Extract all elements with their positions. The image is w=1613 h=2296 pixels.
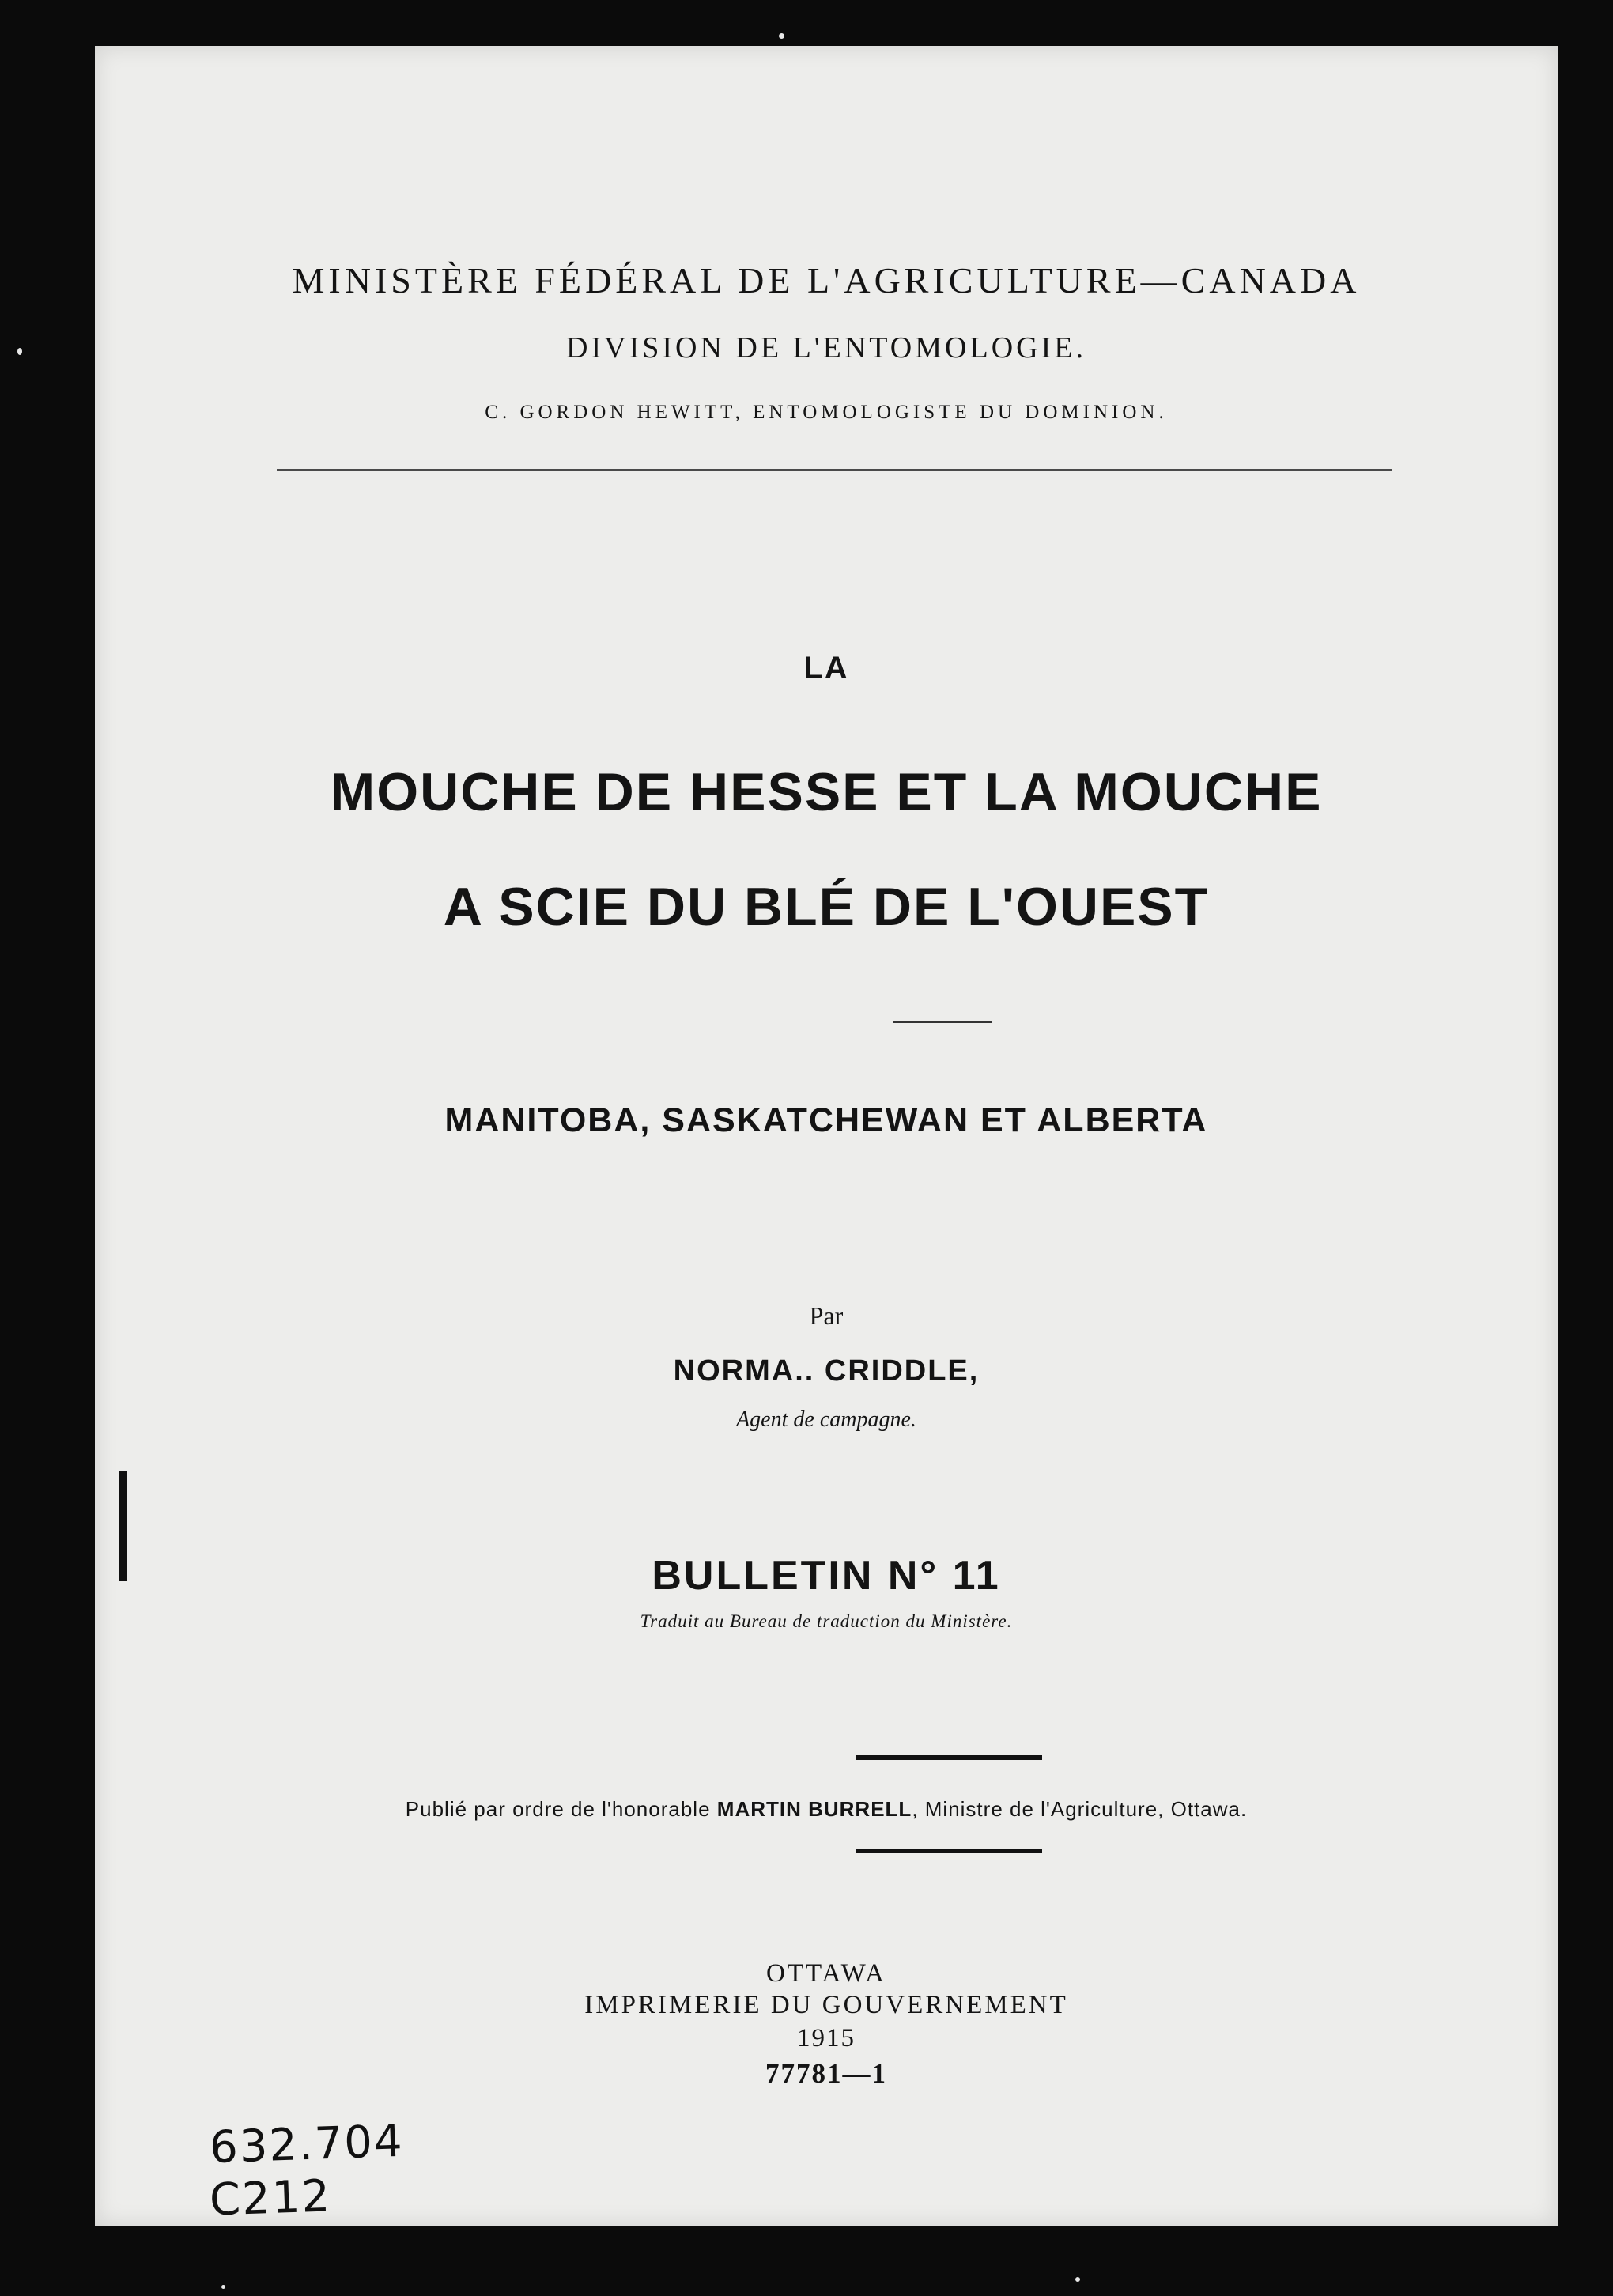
publication-prefix: Publié par ordre de l'honorable — [405, 1797, 711, 1821]
handwritten-shelfmark-line-1: 632.704 — [208, 2115, 405, 2174]
minister-name: MARTIN BURRELL — [716, 1797, 912, 1821]
handwritten-shelfmark-line-2: C212 — [208, 2170, 333, 2226]
header-rule — [277, 469, 1392, 471]
ministry-heading: MINISTÈRE FÉDÉRAL DE L'AGRICULTURE—CANADA — [292, 260, 1361, 300]
scan-speck — [779, 33, 784, 39]
scan-speck — [221, 2285, 225, 2289]
title-article: LA — [803, 651, 849, 685]
entomologist-line: C. GORDON HEWITT, ENTOMOLOGISTE DU DOMINION. — [485, 402, 1168, 423]
author-role: Agent de campagne. — [736, 1407, 916, 1432]
regions-subtitle: MANITOBA, SASKATCHEWAN ET ALBERTA — [444, 1101, 1208, 1139]
imprint-city: OTTAWA — [765, 1959, 886, 1988]
by-label: Par — [809, 1301, 844, 1330]
publication-statement — [95, 1797, 1558, 1822]
title-line-1: MOUCHE DE HESSE ET LA MOUCHE — [330, 762, 1323, 822]
publication-rule-top — [856, 1755, 1042, 1760]
division-heading: DIVISION DE L'ENTOMOLOGIE. — [566, 331, 1086, 364]
translation-note: Traduit au Bureau de traduction du Ministère. — [640, 1611, 1013, 1631]
author-name: NORMA.. CRIDDLE, — [673, 1354, 980, 1388]
title-divider — [893, 1021, 992, 1023]
imprint-year: 1915 — [797, 2024, 856, 2052]
imprint-number: 77781—1 — [765, 2058, 887, 2089]
publication-suffix: , Ministre de l'Agriculture, Ottawa. — [912, 1797, 1248, 1821]
scan-speck — [17, 348, 22, 355]
title-page — [95, 46, 1558, 2226]
imprint-printer: IMPRIMERIE DU GOUVERNEMENT — [584, 1991, 1068, 2019]
title-line-2: A SCIE DU BLÉ DE L'OUEST — [443, 877, 1210, 937]
bulletin-number: BULLETIN N° 11 — [652, 1553, 1001, 1599]
scan-speck — [1075, 2277, 1080, 2282]
page-edge-mark — [119, 1471, 127, 1581]
publication-rule-bottom — [856, 1849, 1042, 1853]
